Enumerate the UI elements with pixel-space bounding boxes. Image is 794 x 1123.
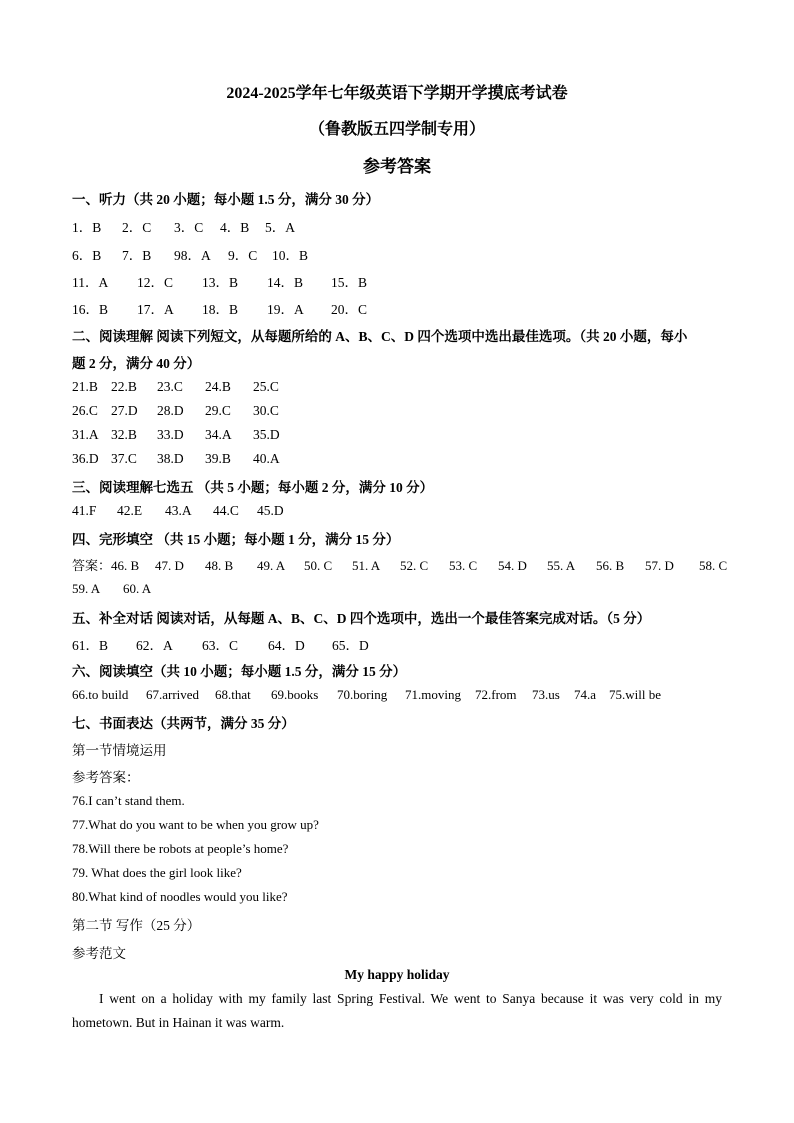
answer-item: 39.B [205,451,231,466]
answer-item: 54. D [498,558,527,573]
essay-paragraph: I went on a holiday with my family last Spring Festival. We went to Sanya because it was very cold in my hometown. But in Hainan it was warm. [72,991,722,1030]
answer-item: 48. B [205,558,234,573]
answer-item: 14．B [267,275,304,290]
answer-item: 72.from [475,687,517,702]
answer-item: 65．D [332,638,369,653]
answer-item: 17．A [137,302,174,317]
answer-item: 67.arrived [146,687,200,702]
section-seven-five-heading: 三、阅读理解七选五 （共 5 小题；每小题 2 分，满分 10 分） [72,480,434,495]
writing-answer-79: 79. What does the girl look like? [72,865,242,880]
answer-item: 7．B [122,248,152,263]
section-writing-heading: 七、书面表达（共两节，满分 35 分） [72,716,295,731]
answer-item: 73.us [532,687,560,702]
section-listening-heading: 一、听力（共 20 小题；每小题 1.5 分，满分 30 分） [72,192,380,207]
answer-item: 68.that [215,687,251,702]
section-fill-heading: 六、阅读填空（共 10 小题；每小题 1.5 分，满分 15 分） [72,664,407,679]
listening-row-2 [72,244,308,264]
answer-item: 43.A [165,503,192,518]
reading-row-1 [72,379,279,395]
answer-item: 35.D [253,427,280,442]
answer-item: 9．C [228,248,258,263]
answer-item: 36.D [72,451,99,466]
answer-item: 70.boring [337,687,388,702]
answer-item: 15．B [331,275,368,290]
answer-item: 32.B [111,427,137,442]
answer-item: 62．A [136,638,173,653]
answer-item: 1．B [72,220,102,235]
answer-item: 50. C [304,558,333,573]
answer-item: 10．B [272,248,309,263]
writing-answer-78: 78.Will there be robots at people’s home? [72,841,289,856]
answer-item: 57. D [645,558,674,573]
answer-item: 29.C [205,403,231,418]
answer-item: 71.moving [405,687,461,702]
writing-answer-77: 77.What do you want to be when you grow up? [72,817,319,832]
answer-item: 69.books [271,687,319,702]
fill-row [72,687,661,703]
answer-item: 12．C [137,275,174,290]
answer-item: 47. D [155,558,184,573]
reading-row-2 [72,403,279,419]
answer-item: 20．C [331,302,368,317]
answer-item: 33.D [157,427,184,442]
answer-item: 25.C [253,379,279,394]
listening-row-3 [72,271,367,291]
section-cloze-heading: 四、完形填空 （共 15 小题；每小题 1 分，满分 15 分） [72,532,400,547]
answer-item: 74.a [574,687,597,702]
answer-item: 27.D [111,403,138,418]
essay-title: My happy holiday [344,967,450,982]
writing-part1-title: 第一节情境运用 [72,743,167,758]
answer-item: 19．A [267,302,304,317]
answer-item: 56. B [596,558,625,573]
cloze-row-1 [72,555,727,574]
answer-item: 11．A [72,275,109,290]
answer-item: 75.will be [609,687,661,702]
answer-item: 38.D [157,451,184,466]
sample-essay-label: 参考范文 [72,946,126,961]
writing-part2-title: 第二节 写作（25 分） [72,918,201,933]
answer-item: 13．B [202,275,239,290]
answer-item: 3．C [174,220,204,235]
answer-item: 40.A [253,451,280,466]
answer-item: 28.D [157,403,184,418]
answer-item: 66.to build [72,687,129,702]
answer-item: 55. A [547,558,576,573]
answer-item: 34.A [205,427,232,442]
answer-heading: 参考答案 [363,157,431,176]
answer-item: 42.E [117,503,143,518]
answer-item: 44.C [213,503,239,518]
answer-item: 4．B [220,220,250,235]
writing-answer-76: 76.I can’t stand them. [72,793,185,808]
answer-item: 53. C [449,558,478,573]
answer-item: 41.F [72,503,97,518]
answer-item: 49. A [257,558,286,573]
reading-row-4 [72,451,280,467]
exam-subtitle: （鲁教版五四学制专用） [308,121,485,138]
answer-item: 37.C [111,451,137,466]
answer-item: 21.B [72,379,98,394]
section-dialogue-heading: 五、补全对话 阅读对话，从每题 A、B、C、D 四个选项中，选出一个最佳答案完成对话。（5 分） [72,611,651,626]
answer-item: 6．B [72,248,102,263]
listening-row-4 [72,298,367,318]
answer-item: 26.C [72,403,98,418]
answer-item: 63．C [202,638,239,653]
answer-item: 60. A [123,581,152,596]
answer-item: 2．C [122,220,152,235]
exam-title: 2024-2025学年七年级英语下学期开学摸底考试卷 [226,85,568,102]
answer-item: 64．D [268,638,305,653]
answer-item: 5．A [265,220,295,235]
answer-item: 30.C [253,403,279,418]
writing-answer-80: 80.What kind of noodles would you like? [72,889,288,904]
cloze-row-2 [72,581,151,597]
answer-item: 51. A [352,558,381,573]
answer-item: 59. A [72,581,101,596]
dialogue-row [72,634,369,654]
answer-item: 23.C [157,379,183,394]
reference-answer-label: 参考答案： [72,770,140,785]
answer-item: 24.B [205,379,231,394]
answer-item: 16．B [72,302,109,317]
answer-item: 45.D [257,503,284,518]
reading-row-3 [72,427,280,443]
answer-item: 答案：46. B [72,558,140,573]
listening-row-1 [72,216,295,236]
seven-five-row [72,503,284,519]
answer-item: 31.A [72,427,99,442]
answer-item: 61．B [72,638,109,653]
section-reading-heading-cont: 题 2 分，满分 40 分） [72,356,201,371]
answer-item: 22.B [111,379,137,394]
answer-item: 58. C [699,558,728,573]
answer-item: 52. C [400,558,429,573]
answer-item: 98．A [174,248,211,263]
section-reading-heading: 二、阅读理解 阅读下列短文，从每题所给的 A、B、C、D 四个选项中选出最佳选项。（共 20 小题，每小 [72,329,688,344]
answer-item: 18．B [202,302,239,317]
